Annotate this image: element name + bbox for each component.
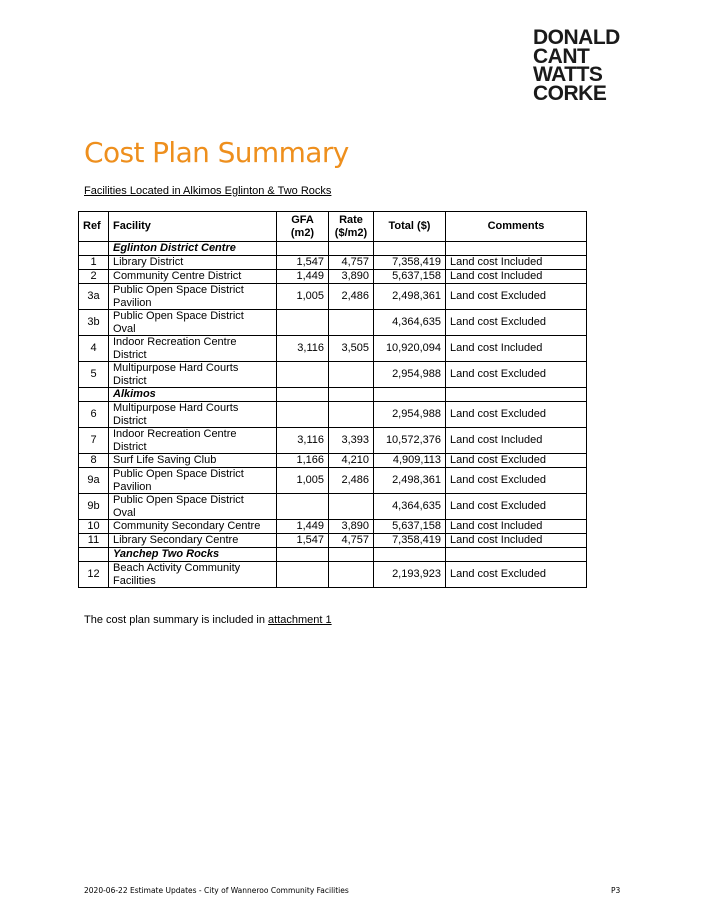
total-cell: 2,954,988 <box>374 402 446 428</box>
facility-line: Community Centre District <box>113 270 242 283</box>
ref-cell: 1 <box>79 256 109 270</box>
total-cell: 4,909,113 <box>374 454 446 468</box>
ref-cell: 8 <box>79 454 109 468</box>
table-section-row <box>79 548 587 562</box>
header-total: Total ($) <box>374 212 446 242</box>
comments-cell: Land cost Excluded <box>446 494 587 520</box>
rate-cell <box>329 562 374 588</box>
rate-cell: 3,393 <box>329 428 374 454</box>
facility-cell <box>109 494 277 520</box>
gfa-cell: 3,116 <box>277 336 329 362</box>
facility-line: Pavilion <box>113 480 152 493</box>
empty-cell <box>79 548 109 562</box>
ref-cell: 3b <box>79 310 109 336</box>
empty-cell <box>329 548 374 562</box>
total-cell: 5,637,158 <box>374 520 446 534</box>
facility-line: Public Open Space District <box>113 284 244 296</box>
section-heading: Eglinton District Centre <box>109 242 277 256</box>
table-row <box>79 562 587 588</box>
facility-line: Beach Activity Community <box>113 562 241 574</box>
total-cell: 10,572,376 <box>374 428 446 454</box>
table-row <box>79 256 587 270</box>
table-row <box>79 534 587 548</box>
rate-cell: 4,757 <box>329 534 374 548</box>
total-cell: 2,498,361 <box>374 284 446 310</box>
comments-cell: Land cost Included <box>446 256 587 270</box>
gfa-cell: 1,449 <box>277 270 329 284</box>
gfa-cell: 1,166 <box>277 454 329 468</box>
ref-cell: 11 <box>79 534 109 548</box>
gfa-cell <box>277 494 329 520</box>
ref-cell: 7 <box>79 428 109 454</box>
gfa-cell: 1,449 <box>277 520 329 534</box>
ref-cell: 10 <box>79 520 109 534</box>
facility-cell <box>109 256 277 270</box>
rate-cell: 3,890 <box>329 270 374 284</box>
header-rate-line1: Rate <box>339 214 363 226</box>
comments-cell: Land cost Excluded <box>446 454 587 468</box>
facility-cell <box>109 534 277 548</box>
gfa-cell: 1,005 <box>277 468 329 494</box>
gfa-cell: 1,547 <box>277 534 329 548</box>
table-row <box>79 310 587 336</box>
total-cell: 7,358,419 <box>374 534 446 548</box>
company-logo <box>533 26 620 105</box>
gfa-cell <box>277 562 329 588</box>
note-paragraph <box>84 614 332 626</box>
total-cell: 2,193,923 <box>374 562 446 588</box>
facility-line: Public Open Space District <box>113 468 244 480</box>
table-row <box>79 402 587 428</box>
ref-cell: 5 <box>79 362 109 388</box>
gfa-cell: 3,116 <box>277 428 329 454</box>
comments-cell: Land cost Included <box>446 270 587 284</box>
comments-cell: Land cost Included <box>446 428 587 454</box>
section-heading: Alkimos <box>109 388 277 402</box>
facility-cell <box>109 362 277 388</box>
total-cell: 7,358,419 <box>374 256 446 270</box>
footer-page-number: P3 <box>611 886 621 895</box>
gfa-cell <box>277 362 329 388</box>
facility-line: Library Secondary Centre <box>113 534 239 547</box>
table-row <box>79 270 587 284</box>
facility-line: Oval <box>113 506 136 519</box>
gfa-cell: 1,547 <box>277 256 329 270</box>
total-cell: 2,954,988 <box>374 362 446 388</box>
facility-line: Multipurpose Hard Courts <box>113 402 239 414</box>
empty-cell <box>374 388 446 402</box>
ref-cell: 4 <box>79 336 109 362</box>
comments-cell: Land cost Excluded <box>446 284 587 310</box>
rate-cell <box>329 402 374 428</box>
facility-cell <box>109 336 277 362</box>
header-rate <box>329 212 374 242</box>
empty-cell <box>329 388 374 402</box>
facility-line: District <box>113 440 147 453</box>
facility-line: Community Secondary Centre <box>113 520 261 533</box>
facility-line: Pavilion <box>113 296 152 309</box>
header-gfa-line1: GFA <box>291 214 314 226</box>
rate-cell: 2,486 <box>329 284 374 310</box>
header-rate-line2: ($/m2) <box>334 226 368 239</box>
rate-cell <box>329 310 374 336</box>
ref-cell: 9b <box>79 494 109 520</box>
empty-cell <box>374 548 446 562</box>
facility-cell <box>109 468 277 494</box>
empty-cell <box>277 548 329 562</box>
table-row <box>79 494 587 520</box>
ref-cell: 3a <box>79 284 109 310</box>
table-row <box>79 454 587 468</box>
total-cell: 4,364,635 <box>374 310 446 336</box>
logo-line: CANT <box>533 44 590 68</box>
empty-cell <box>79 388 109 402</box>
facility-line: District <box>113 414 147 427</box>
facility-cell <box>109 428 277 454</box>
facility-line: Public Open Space District <box>113 310 244 322</box>
total-cell: 4,364,635 <box>374 494 446 520</box>
table-row <box>79 468 587 494</box>
facility-cell <box>109 270 277 284</box>
table-row <box>79 362 587 388</box>
facility-cell <box>109 454 277 468</box>
total-cell: 2,498,361 <box>374 468 446 494</box>
facility-cell <box>109 520 277 534</box>
table-row <box>79 336 587 362</box>
table-row <box>79 284 587 310</box>
header-gfa <box>277 212 329 242</box>
comments-cell: Land cost Excluded <box>446 402 587 428</box>
table-header-row <box>79 212 587 242</box>
table-row <box>79 428 587 454</box>
comments-cell: Land cost Included <box>446 520 587 534</box>
rate-cell: 4,210 <box>329 454 374 468</box>
empty-cell <box>446 242 587 256</box>
table-row <box>79 520 587 534</box>
header-gfa-line2: (m2) <box>290 226 315 239</box>
logo-line: WATTS <box>533 63 603 86</box>
header-comments: Comments <box>446 212 587 242</box>
facility-line: Public Open Space District <box>113 494 244 506</box>
table-section-row <box>79 388 587 402</box>
comments-cell: Land cost Excluded <box>446 562 587 588</box>
rate-cell <box>329 494 374 520</box>
ref-cell: 9a <box>79 468 109 494</box>
facility-line: Surf Life Saving Club <box>113 454 217 467</box>
empty-cell <box>446 548 587 562</box>
rate-cell: 4,757 <box>329 256 374 270</box>
empty-cell <box>374 242 446 256</box>
facility-line: Library District <box>113 256 184 269</box>
facility-cell <box>109 402 277 428</box>
facility-line: Facilities <box>113 574 156 587</box>
facility-line: District <box>113 348 147 361</box>
total-cell: 5,637,158 <box>374 270 446 284</box>
gfa-cell <box>277 310 329 336</box>
comments-cell: Land cost Excluded <box>446 310 587 336</box>
table-caption: Facilities Located in Alkimos Eglinton & Two Rocks <box>84 185 332 197</box>
rate-cell: 2,486 <box>329 468 374 494</box>
total-cell: 10,920,094 <box>374 336 446 362</box>
table-body <box>79 242 587 588</box>
facility-line: Oval <box>113 322 136 335</box>
facility-line: Multipurpose Hard Courts <box>113 362 239 374</box>
empty-cell <box>329 242 374 256</box>
header-facility: Facility <box>109 212 277 242</box>
table-section-row <box>79 242 587 256</box>
facility-cell <box>109 562 277 588</box>
header-ref: Ref <box>79 212 109 242</box>
ref-cell: 2 <box>79 270 109 284</box>
note-text: The cost plan summary is included in <box>84 614 269 626</box>
facility-line: Indoor Recreation Centre <box>113 336 237 348</box>
section-heading: Yanchep Two Rocks <box>109 548 277 562</box>
ref-cell: 12 <box>79 562 109 588</box>
comments-cell: Land cost Excluded <box>446 362 587 388</box>
gfa-cell <box>277 402 329 428</box>
empty-cell <box>277 388 329 402</box>
comments-cell: Land cost Included <box>446 336 587 362</box>
facility-cell <box>109 310 277 336</box>
empty-cell <box>446 388 587 402</box>
rate-cell <box>329 362 374 388</box>
logo-line: CORKE <box>533 81 607 105</box>
rate-cell: 3,505 <box>329 336 374 362</box>
comments-cell: Land cost Included <box>446 534 587 548</box>
rate-cell: 3,890 <box>329 520 374 534</box>
comments-cell: Land cost Excluded <box>446 468 587 494</box>
ref-cell: 6 <box>79 402 109 428</box>
facility-cell <box>109 284 277 310</box>
empty-cell <box>277 242 329 256</box>
facility-line: District <box>113 374 147 387</box>
page-title: Cost Plan Summary <box>84 136 349 169</box>
attachment-link[interactable]: attachment 1 <box>268 614 332 626</box>
footer-document-title: 2020-06-22 Estimate Updates - City of Wanneroo Community Facilities <box>84 886 349 895</box>
logo-line: DONALD <box>533 26 620 49</box>
cost-plan-table <box>78 211 587 588</box>
empty-cell <box>79 242 109 256</box>
gfa-cell: 1,005 <box>277 284 329 310</box>
facility-line: Indoor Recreation Centre <box>113 428 237 440</box>
